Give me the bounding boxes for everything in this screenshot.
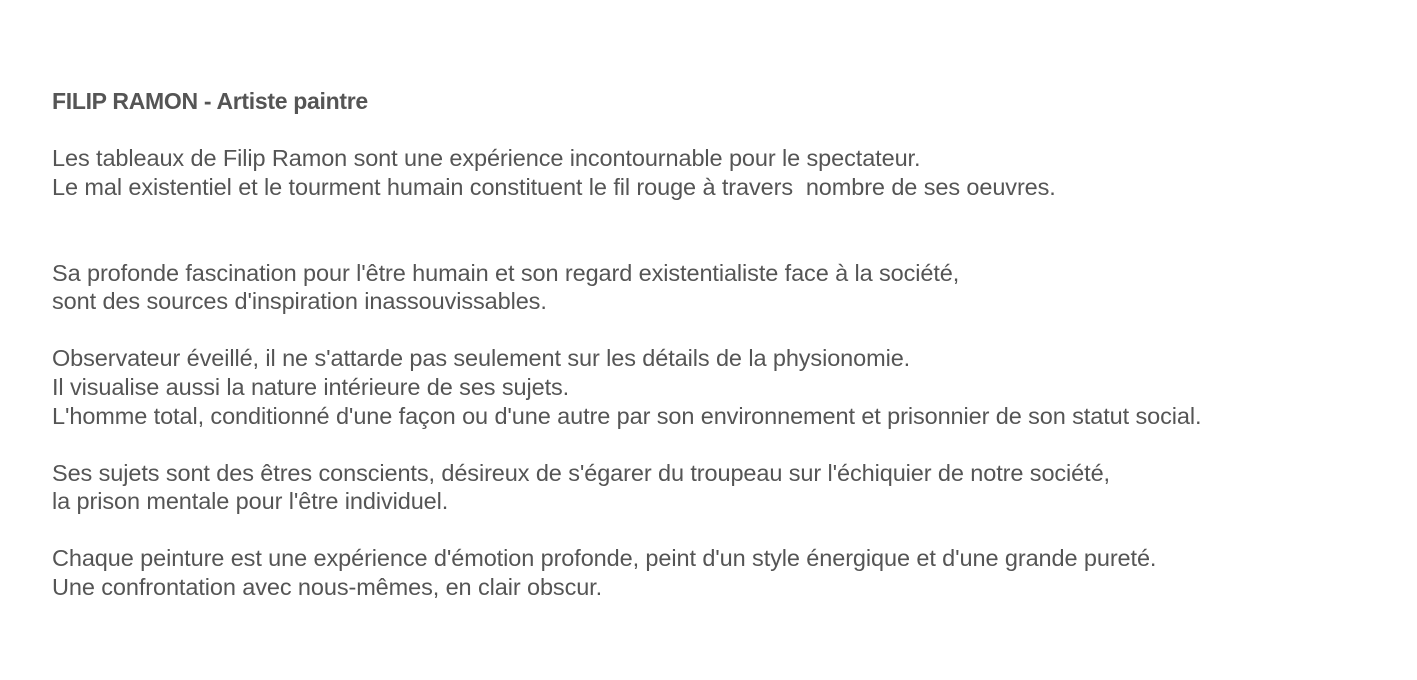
paragraph-line: Sa profonde fascination pour l'être humain et son regard existentialiste face à la société, bbox=[52, 259, 960, 286]
spacer bbox=[52, 316, 1382, 344]
paragraph-subjects bbox=[52, 459, 1382, 517]
paragraph-line: la prison mentale pour l'être individuel. bbox=[52, 488, 449, 515]
paragraph-line: Chaque peinture est une expérience d'émotion profonde, peint d'un style énergique et d'une grande pureté. bbox=[52, 545, 1157, 572]
spacer bbox=[52, 431, 1382, 459]
paragraph-line: Une confrontation avec nous-mêmes, en clair obscur. bbox=[52, 573, 603, 600]
paragraph-observer bbox=[52, 344, 1382, 430]
spacer bbox=[52, 516, 1382, 544]
paragraph-line: Les tableaux de Filip Ramon sont une expérience incontournable pour le spectateur. bbox=[52, 145, 921, 171]
paragraph-fascination bbox=[52, 259, 1382, 317]
spacer bbox=[52, 202, 1382, 259]
paragraph-line: Observateur éveillé, il ne s'attarde pas seulement sur les détails de la physionomie. bbox=[52, 345, 911, 372]
paragraph-line: Il visualise aussi la nature intérieure de ses sujets. bbox=[52, 373, 570, 400]
paragraph-line: sont des sources d'inspiration inassouvissables. bbox=[52, 288, 547, 315]
paragraph-intro bbox=[52, 144, 1382, 202]
paragraph-painting bbox=[52, 544, 1382, 602]
artist-statement bbox=[52, 86, 1382, 602]
page-title: FILIP RAMON - Artiste paintre bbox=[52, 88, 368, 114]
paragraph-line: L'homme total, conditionné d'une façon ou d'une autre par son environnement et prisonnier de son statut social. bbox=[52, 402, 1202, 429]
paragraph-line: Ses sujets sont des êtres conscients, désireux de s'égarer du troupeau sur l'échiquier de notre société, bbox=[52, 459, 1110, 486]
paragraph-line: Le mal existentiel et le tourment humain constituent le fil rouge à travers nombre de ses oeuvres. bbox=[52, 173, 1056, 200]
